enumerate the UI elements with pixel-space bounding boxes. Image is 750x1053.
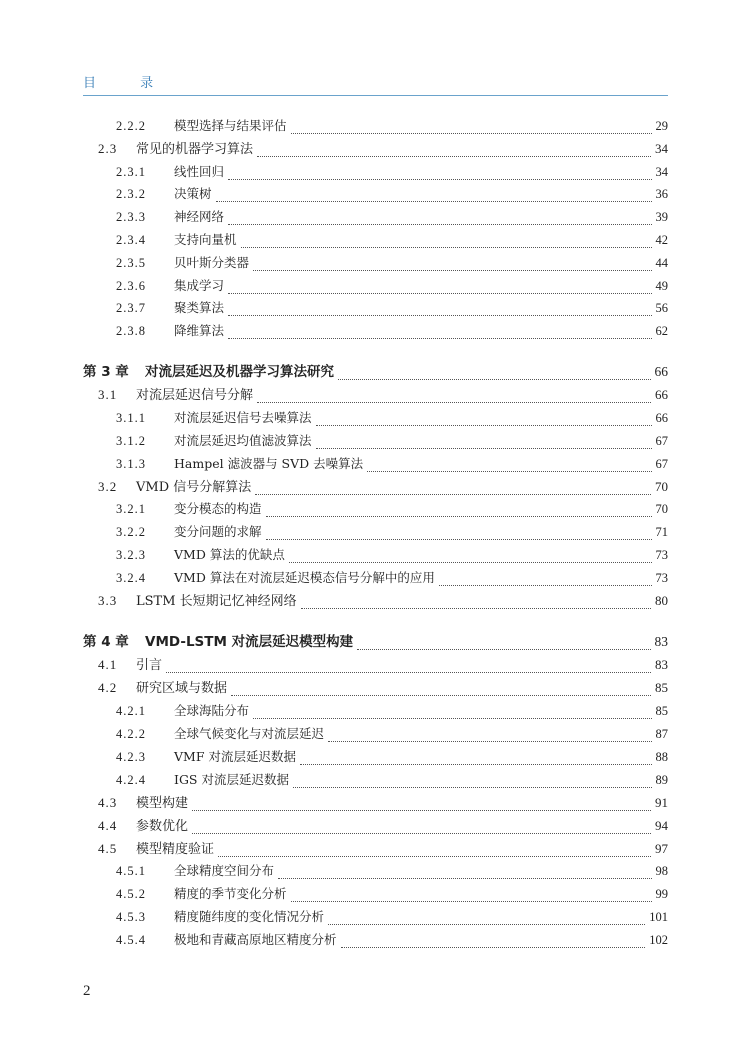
- toc-entry-page: 56: [655, 301, 668, 315]
- toc-entry-number: 3.2.2: [116, 525, 146, 539]
- toc-entry-number: 4.2.3: [116, 750, 146, 764]
- dot-leader: [255, 483, 651, 495]
- toc-entry[interactable]: [116, 568, 668, 588]
- toc-entry-page: 42: [655, 233, 668, 247]
- toc-entry[interactable]: [98, 477, 668, 497]
- dot-leader: [192, 822, 651, 834]
- toc-entry-number: 4.5.3: [116, 910, 146, 924]
- dot-leader: [166, 661, 651, 673]
- toc-entry-page: 36: [655, 187, 668, 201]
- toc-entry-page: 88: [655, 750, 668, 764]
- toc-entry-title: VMD-LSTM 对流层延迟模型构建: [145, 634, 354, 650]
- toc-entry[interactable]: [116, 230, 668, 250]
- toc-entry-page: 83: [654, 634, 668, 649]
- toc-entry-number: 4.2.1: [116, 704, 146, 718]
- toc-entry-page: 66: [655, 411, 668, 425]
- toc-entry-page: 70: [655, 502, 668, 516]
- toc-entry[interactable]: [116, 701, 668, 721]
- page-number: 2: [83, 983, 91, 999]
- dot-leader: [338, 368, 651, 380]
- toc-entry-title: 研究区域与数据: [136, 681, 228, 696]
- toc-entry-title: 线性回归: [174, 164, 225, 179]
- toc-entry[interactable]: [116, 907, 668, 927]
- toc-entry[interactable]: [116, 162, 668, 182]
- toc-entry-number: 4.5.1: [116, 864, 146, 878]
- toc-entry[interactable]: [116, 276, 668, 296]
- toc-entry[interactable]: [116, 747, 668, 767]
- toc-entry-page: 80: [655, 593, 668, 608]
- dot-leader: [291, 122, 652, 134]
- toc-entry[interactable]: [116, 431, 668, 451]
- toc-entry[interactable]: [98, 655, 668, 675]
- toc-entry[interactable]: [116, 408, 668, 428]
- toc-entry-title: 模型构建: [136, 796, 189, 811]
- toc-entry-page: 98: [655, 864, 668, 878]
- toc-entry[interactable]: [98, 678, 668, 698]
- toc-entry-number: 4.4: [98, 818, 118, 833]
- dot-leader: [291, 890, 652, 902]
- toc-entry-title: 参数优化: [136, 819, 189, 834]
- toc-entry-title: 全球气候变化与对流层延迟: [174, 726, 325, 741]
- toc-entry[interactable]: [116, 861, 668, 881]
- toc-entry-title: 变分问题的求解: [174, 524, 262, 539]
- toc-entry-number: 4.5: [98, 841, 118, 856]
- dot-leader: [192, 799, 651, 811]
- toc-entry-page: 73: [655, 571, 668, 585]
- toc-entry-title: 神经网络: [174, 209, 225, 224]
- toc-entry[interactable]: [116, 724, 668, 744]
- dot-leader: [301, 597, 651, 609]
- toc-entry-title: 降维算法: [174, 323, 225, 338]
- toc-entry-title: 精度的季节变化分析: [174, 886, 287, 901]
- toc-entry-number: 3.2.4: [116, 571, 146, 585]
- toc-entry-title: VMD 算法的优缺点: [174, 547, 285, 562]
- toc-entry-number: 4.2.4: [116, 773, 146, 787]
- toc-entry-page: 44: [655, 256, 668, 270]
- toc-entry-title: VMD 算法在对流层延迟模态信号分解中的应用: [174, 570, 435, 585]
- toc-entry-number: 4.3: [98, 795, 118, 810]
- toc-entry-page: 34: [655, 141, 668, 156]
- dot-leader: [278, 867, 651, 879]
- toc-entry-title: LSTM 长短期记忆神经网络: [136, 594, 297, 609]
- toc-entry-page: 49: [655, 279, 668, 293]
- toc-entry[interactable]: [98, 839, 668, 859]
- toc-entry-title: 聚类算法: [174, 300, 225, 315]
- toc-entry-title: 支持向量机: [174, 232, 237, 247]
- toc-entry-title: VMF 对流层延迟数据: [174, 749, 296, 764]
- toc-entry-page: 97: [655, 841, 668, 856]
- toc-entry-page: 39: [655, 210, 668, 224]
- toc-entry-number: 2.3.5: [116, 256, 146, 270]
- toc-entry-number: 3.2.3: [116, 548, 146, 562]
- toc-entry-page: 85: [655, 680, 668, 695]
- toc-entry-page: 71: [655, 525, 668, 539]
- toc-entry-title: 模型精度验证: [136, 842, 215, 857]
- dot-leader: [341, 936, 646, 948]
- dot-leader: [228, 168, 651, 180]
- dot-leader: [293, 776, 652, 788]
- toc-entry-page: 87: [655, 727, 668, 741]
- dot-leader: [266, 528, 652, 540]
- toc-entry[interactable]: [98, 385, 668, 405]
- toc-entry-number: 2.3.3: [116, 210, 146, 224]
- dot-leader: [316, 414, 652, 426]
- dot-leader: [216, 190, 652, 202]
- dot-leader: [253, 707, 651, 719]
- toc-entry[interactable]: [116, 298, 668, 318]
- toc-entry-page: 94: [655, 818, 668, 833]
- toc-entry[interactable]: [116, 184, 668, 204]
- toc-entry-number: 2.3.4: [116, 233, 146, 247]
- dot-leader: [228, 213, 651, 225]
- dot-leader: [328, 913, 645, 925]
- toc-entry-title: VMD 信号分解算法: [136, 480, 252, 495]
- dot-leader: [266, 505, 652, 517]
- toc-entry-number: 第 3 章: [83, 364, 129, 380]
- toc-entry-title: 精度随纬度的变化情况分析: [174, 909, 325, 924]
- toc-entry-page: 67: [655, 457, 668, 471]
- toc-entry-number: 3.2.1: [116, 502, 146, 516]
- toc-entry[interactable]: [116, 116, 668, 136]
- toc-entry-title: 变分模态的构造: [174, 501, 262, 516]
- header-title: 目 录: [83, 76, 174, 91]
- toc-entry-number: 4.2: [98, 680, 118, 695]
- toc-entry-page: 83: [655, 657, 668, 672]
- toc-entry-number: 4.5.4: [116, 933, 146, 947]
- dot-leader: [300, 753, 652, 765]
- toc-entry-number: 3.1: [98, 387, 118, 402]
- dot-leader: [218, 845, 651, 857]
- toc-entry[interactable]: [116, 884, 668, 904]
- dot-leader: [316, 437, 652, 449]
- toc-entry[interactable]: [116, 321, 668, 341]
- toc-entry-number: 2.3.1: [116, 165, 146, 179]
- toc-entry-number: 4.1: [98, 657, 118, 672]
- dot-leader: [228, 327, 651, 339]
- dot-leader: [257, 145, 651, 157]
- toc-entry-number: 3.1.3: [116, 457, 146, 471]
- toc-entry-page: 85: [655, 704, 668, 718]
- toc-entry-number: 2.3.7: [116, 301, 146, 315]
- toc-entry-page: 101: [649, 910, 668, 924]
- toc-entry-title: 模型选择与结果评估: [174, 118, 287, 133]
- toc-entry-title: 极地和青藏高原地区精度分析: [174, 932, 337, 947]
- toc-entry-title: 常见的机器学习算法: [136, 142, 254, 157]
- toc-entry[interactable]: [116, 545, 668, 565]
- toc-entry-number: 2.2.2: [116, 119, 146, 133]
- toc-entry-page: 29: [655, 119, 668, 133]
- toc-entry-number: 3.2: [98, 479, 118, 494]
- toc-entry[interactable]: [116, 454, 668, 474]
- toc-entry-title: 对流层延迟信号分解: [136, 388, 254, 403]
- toc-entry[interactable]: [98, 139, 668, 159]
- toc-entry-title: IGS 对流层延迟数据: [174, 772, 289, 787]
- dot-leader: [367, 460, 651, 472]
- toc-entry-title: 贝叶斯分类器: [174, 255, 250, 270]
- toc-entry-title: 全球精度空间分布: [174, 863, 275, 878]
- toc-entry-page: 102: [649, 933, 668, 947]
- toc-entry-number: 2.3.6: [116, 279, 146, 293]
- toc-entry-title: 对流层延迟信号去噪算法: [174, 410, 312, 425]
- dot-leader: [253, 259, 651, 271]
- toc-entry-page: 34: [655, 165, 668, 179]
- dot-leader: [231, 684, 651, 696]
- toc-entry-page: 70: [655, 479, 668, 494]
- toc-entry-title: 对流层延迟及机器学习算法研究: [145, 364, 334, 380]
- toc-entry-page: 89: [655, 773, 668, 787]
- toc-entry-number: 4.5.2: [116, 887, 146, 901]
- toc-entry-number: 3.3: [98, 593, 118, 608]
- toc-entry-number: 4.2.2: [116, 727, 146, 741]
- toc-entry[interactable]: [116, 930, 668, 950]
- dot-leader: [228, 282, 651, 294]
- toc-entry-title: 引言: [136, 658, 163, 673]
- toc-entry-number: 第 4 章: [83, 634, 129, 650]
- toc-entry-page: 67: [655, 434, 668, 448]
- toc-entry[interactable]: [98, 816, 668, 836]
- toc-entry-number: 3.1.1: [116, 411, 146, 425]
- toc-entry-title: 对流层延迟均值滤波算法: [174, 433, 312, 448]
- toc-entry[interactable]: [116, 207, 668, 227]
- toc-entry-page: 66: [655, 387, 668, 402]
- dot-leader: [257, 391, 651, 403]
- toc-chapter-entry[interactable]: [83, 362, 668, 382]
- toc-entry-number: 2.3.2: [116, 187, 146, 201]
- dot-leader: [289, 551, 652, 563]
- toc-entry-number: 2.3: [98, 141, 118, 156]
- dot-leader: [228, 304, 651, 316]
- toc-entry-page: 73: [655, 548, 668, 562]
- toc-entry-title: 决策树: [174, 186, 212, 201]
- toc-entry-page: 99: [655, 887, 668, 901]
- toc-entry[interactable]: [116, 499, 668, 519]
- toc-entry-number: 2.3.8: [116, 324, 146, 338]
- toc-entry[interactable]: [98, 591, 668, 611]
- toc-entry-page: 66: [654, 364, 668, 379]
- toc-entry-page: 62: [655, 324, 668, 338]
- toc-entry-title: Hampel 滤波器与 SVD 去噪算法: [174, 456, 364, 471]
- dot-leader: [241, 236, 652, 248]
- toc-chapter-entry[interactable]: [83, 632, 668, 652]
- toc-entry-title: 集成学习: [174, 278, 225, 293]
- dot-leader: [439, 574, 652, 586]
- toc-entry-page: 91: [655, 795, 668, 810]
- toc-entry[interactable]: [116, 253, 668, 273]
- dot-leader: [328, 730, 651, 742]
- toc-entry[interactable]: [116, 770, 668, 790]
- toc-entry[interactable]: [98, 793, 668, 813]
- dot-leader: [357, 638, 650, 650]
- toc-entry-number: 3.1.2: [116, 434, 146, 448]
- toc-entry[interactable]: [116, 522, 668, 542]
- toc-entry-title: 全球海陆分布: [174, 703, 250, 718]
